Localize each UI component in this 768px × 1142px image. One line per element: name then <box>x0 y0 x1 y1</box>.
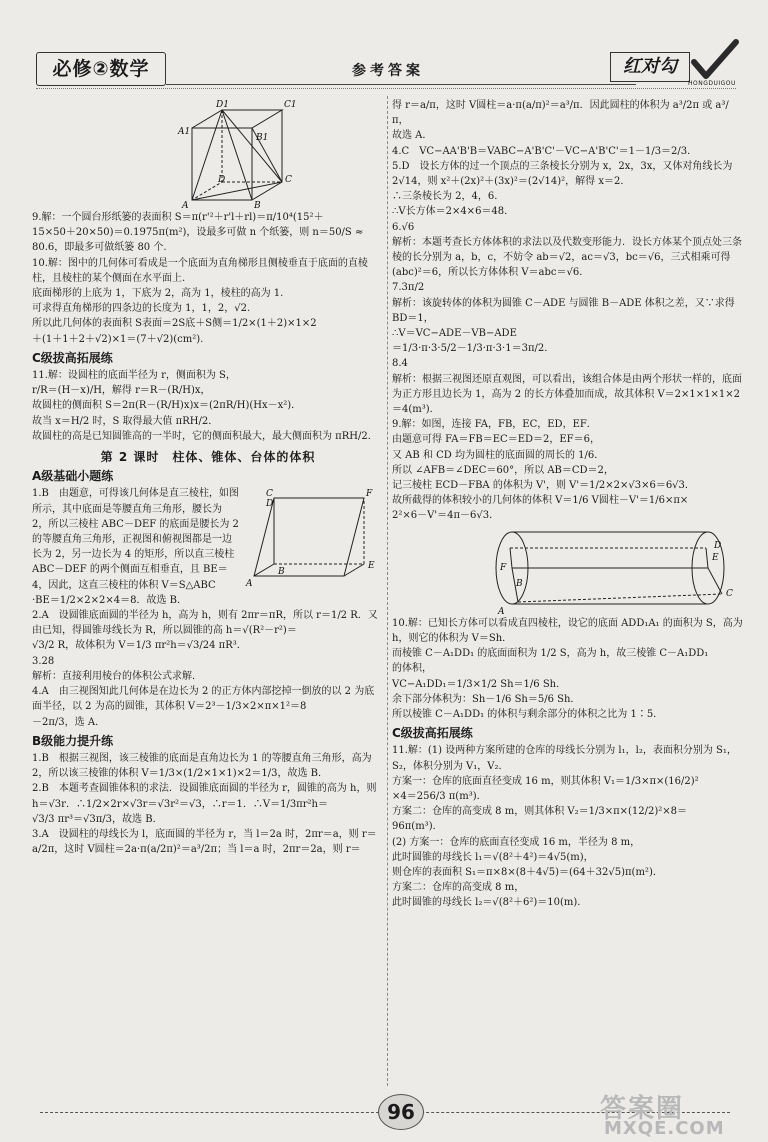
text-line: 1.B 根据三视图，该三棱锥的底面是直角边长为 1 的等腰直角三角形，高为 2，所以该三棱锥的体积 V＝1/3×(1/2×1×1)×2＝1/3，故选 B． <box>32 752 372 780</box>
fig3-label: F <box>500 562 507 573</box>
cube-figure <box>32 98 384 210</box>
page-header <box>28 38 740 90</box>
text-line: 而棱锥 C－A₁DD₁ 的底面面积为 1/2 S，高为 h，故三棱锥 C－A₁DD₁ <box>392 648 709 660</box>
text-line: 3.A 设圆柱的母线长为 l，底面圆的半径为 r，当 l＝2a 时，2πr＝a，则 r＝a/2π，这时 V圆柱＝2a·π(a/2π)²＝a³/2π；当 l＝a 时，2πr＝2a，则 r＝ <box>32 828 377 856</box>
text-line: ∴三条棱长为 2，4，6． <box>392 191 505 203</box>
text-line: 解析：该旋转体的体积为圆锥 C－ADE 与圆锥 B－ADE 体积之差，又∵求得 BD＝1， <box>392 297 735 324</box>
header-section-title: 参考答案 <box>352 63 424 79</box>
brand-subtitle: HONGDUIGOU <box>688 80 736 87</box>
text-line: 10.解：图中的几何体可看成是一个底面为直角梯形且侧棱垂直于底面的直棱柱，且棱柱的某个侧面在水平面上. <box>32 257 368 284</box>
text-line: ∴V＝VC−ADE－VB−ADE <box>392 328 517 340</box>
book-title: 必修②数学 <box>36 52 166 86</box>
prism-figure <box>244 486 384 590</box>
text-line: 所以 ∠AFB＝∠DEC＝60°，所以 AB＝CD＝2， <box>392 464 614 476</box>
page-number: 96 <box>378 1094 424 1130</box>
text-line: (abc)²＝6，所以长方体体积 V＝abc＝√6． <box>392 267 590 279</box>
text-line: 由题意可得 FA＝FB＝EC＝ED＝2，EF＝6， <box>392 434 600 446</box>
text-line: ＋(1＋1＋2＋√2)×1＝(7＋√2)(cm²). <box>32 333 204 345</box>
text-line: 故圆柱的侧面积 S＝2π(R－(R/H)x)x＝(2πR/H)(Hx－x²)． <box>32 400 302 412</box>
checkmark-icon <box>690 38 740 82</box>
text-line: 4.C VC−AA'B'B＝VABC−A'B'C'－VC−A'B'C'＝1－1/3＝2/3． <box>392 145 698 157</box>
lesson-title: 第 2 课时 柱体、锥体、台体的体积 <box>100 450 316 465</box>
text-line: 2.B 本题考查圆锥体积的求法．设圆锥底面圆的半径为 r，圆锥的高为 h，则 h＝√3r．∴1/2×2r×√3r＝√3r²＝√3，∴r＝1．∴V＝1/3πr²h＝ <box>32 783 377 810</box>
header-dotted-rule <box>36 88 736 89</box>
text-line: √3/3 πr³＝√3π/3，故选 B． <box>32 813 163 825</box>
fig1-label: A <box>182 201 189 210</box>
text-line: 故选 A． <box>392 130 433 142</box>
text-line: 5.D 设长方体的过一个顶点的三条棱长分别为 x，2x，3x，又体对角线长为 2√14，则 x²＋(2x)²＋(3x)²＝(2√14)²，解得 x＝2． <box>392 160 733 188</box>
text-line: 记三棱柱 ECD－FBA 的体积为 V'，则 V'＝1/2×2×√3×6＝6√3． <box>392 480 695 492</box>
section-heading-c-right: C级拔高拓展练 <box>392 726 473 741</box>
text-line: 方案一：仓库的底面直径变成 16 m，则其体积 V₁＝1/3×π×(16/2)² <box>392 775 699 787</box>
right-column <box>392 98 744 911</box>
fig3-label: A <box>498 606 505 616</box>
text-line: 所以此几何体的表面积 S表面＝2S底＋S侧＝1/2×(1＋2)×1×2 <box>32 318 317 330</box>
text-line: 2.A 设圆锥底面圆的半径为 h，高为 h，则有 2πr＝πR，所以 r＝1/2 R．又由已知，得圆锥母线长为 R，所以圆锥的高 h＝√(R²－r²)＝ <box>32 610 378 637</box>
text-line: 11.解：(1) 设两种方案所建的仓库的母线长分别为 l₁，l₂，表面积分别为 S₁，S₂，体积分别为 V₁，V₂． <box>392 745 737 772</box>
text-line: 得 r＝a/π，这时 V圆柱＝a·π(a/π)²＝a³/π．因此圆柱的体积为 a³/2π 或 a³/π， <box>392 100 729 127</box>
text-line: 则仓库的表面积 S₁＝π×8×(8＋4√5)＝(64＋32√5)π(m²)． <box>392 866 663 878</box>
text-line: 余下部分体积为：Sh－1/6 Sh＝5/6 Sh． <box>392 693 581 705</box>
text-line: 9.解：一个圆台形纸篓的表面积 S＝π(r'²＋r'l＋rl)＝π/10⁴(15²＋ <box>32 212 324 223</box>
fig3-label: C <box>726 588 733 599</box>
fig2-label: D <box>266 499 274 510</box>
text-line: 故圆柱的高是已知圆锥高的一半时，它的侧面积最大，最大侧面积为 πRH/2． <box>32 430 378 442</box>
left-column <box>32 98 384 857</box>
text-line: －2π/3，选 A． <box>32 716 106 728</box>
fig2-label: F <box>366 489 373 500</box>
fig1-label: D1 <box>216 100 229 110</box>
text-line: 96π(m³)． <box>392 821 443 833</box>
text-line: 底面梯形的上底为 1，下底为 2，高为 1，棱柱的高为 1. <box>32 288 284 300</box>
text-line: 11.解：设圆柱的底面半径为 r，侧面积为 S， <box>32 370 236 382</box>
watermark-logo: 答案圈 <box>600 1094 685 1124</box>
text-line: VC−A₁DD₁＝1/3×1/2 Sh＝1/6 Sh． <box>392 678 567 690</box>
text-line: 此时圆锥的母线长 l₁＝√(8²＋4²)＝4√5(m)， <box>392 851 594 863</box>
text-line: 2²×6－V'＝4π－6√3． <box>392 510 500 522</box>
text-line: 3.28 <box>32 655 55 667</box>
text-line: 1.B 由题意，可得该几何体是直三棱柱，如图所示，其中底面是等腰直角三角形，腰长为 2，所以三棱柱 ABC－DEF 的底面是腰长为 2 的等腰直角三角形，正视图和俯视图都是一边长为 2，另一边长为 4 的矩形，所以直三棱柱 ABC－DEF 的两个侧面互相垂直，且 BE＝4，因此，这直三棱柱的体积 V＝S△ABC <box>32 488 239 591</box>
text-line: ＝1/3·π·3·5/2－1/3·π·3·1＝3π/2． <box>392 343 555 355</box>
text-line: 4.A 由三视图知此几何体是在边长为 2 的正方体内部挖掉一倒放的以 2 为底面半径，以 2 为高的圆锥，其体积 V＝2³－1/3×2×π×1²＝8 <box>32 686 375 713</box>
text-line: 解析：本题考查长方体体积的求法以及代数变形能力．设长方体某个顶点处三条棱的长分别为 a，b，c，不妨令 ab＝√2，ac＝√3，bc＝√6，三式相乘可得 <box>392 236 742 264</box>
fig2-label: A <box>246 579 253 590</box>
text-line: 解析：直接利用棱台的体积公式求解． <box>32 670 202 682</box>
text-line: ∴V长方体＝2×4×6＝48． <box>392 206 515 218</box>
fig3-label: B <box>516 578 523 589</box>
text-line: 可求得直角梯形的四条边的长度为 1，1，2，√2. <box>32 303 251 315</box>
fig2-label: E <box>368 561 375 572</box>
text-line: 方案二：仓库的高变成 8 m， <box>392 882 525 894</box>
text-line: 6.√6 <box>392 221 415 233</box>
text-line: ·BE＝1/2×2×2×4＝8．故选 B． <box>32 594 188 606</box>
fig1-label: C <box>285 175 292 185</box>
cylinder-figure <box>392 524 744 616</box>
fig3-label: E <box>712 552 719 563</box>
text-line: 的体积， <box>392 663 432 675</box>
fig1-label: A1 <box>178 127 191 137</box>
text-line: 故当 x＝H/2 时，S 取得最大值 πRH/2． <box>32 415 219 427</box>
a-block <box>32 486 384 592</box>
fig2-label: C <box>266 489 273 500</box>
header-rule <box>166 84 636 85</box>
text-line: 解析：根据三视图还原直观图，可以看出，该组合体是由两个形状一样的，底面为正方形且边长为 1，高为 2 的长方体叠加而成，故其体积 V＝2×1×1×1×2＝4(m³)． <box>392 373 742 416</box>
text-line: 15×50＋20×50)＝0.1975π(m²)，设最多可做 n 个纸篓，则 n＝50/S ≈ <box>32 227 364 239</box>
text-line: 所以棱锥 C－A₁DD₁ 的体积与剩余部分的体积之比为 1∶5． <box>392 708 664 720</box>
text-line: r/R＝(H－x)/H，解得 r＝R－(R/H)x， <box>32 385 211 397</box>
text-line: √3/2 R，故体积为 V＝1/3 πr²h＝√3/24 πR³． <box>32 640 247 652</box>
text-line: 8.4 <box>392 358 408 370</box>
fig3-label: D <box>714 540 722 551</box>
brand-logo: 红对勾 <box>610 52 690 82</box>
fig1-label: B1 <box>256 133 269 143</box>
text-line: ×4＝256/3 π(m³)． <box>392 790 487 802</box>
fig1-label: D <box>218 175 226 185</box>
section-heading-c: C级拔高拓展练 <box>32 350 113 365</box>
text-line: 方案二：仓库的高变成 8 m，则其体积 V₂＝1/3×π×(12/2)²×8＝ <box>392 806 688 818</box>
fig2-label: B <box>278 567 285 578</box>
text-line: (2) 方案一：仓库的底面直径变成 16 m，半径为 8 m， <box>392 836 641 848</box>
text-line: 7.3π/2 <box>392 282 425 294</box>
text-line: 9.解：如图，连接 FA，FB，EC，ED，EF． <box>392 419 597 431</box>
section-heading-b: B级能力提升练 <box>32 733 114 748</box>
column-divider <box>387 96 388 1086</box>
text-line: 此时圆锥的母线长 l₂＝√(8²＋6²)＝10(m)． <box>392 897 588 909</box>
watermark-url: MXQE.COM <box>604 1118 725 1139</box>
section-heading-a: A级基础小题练 <box>32 469 114 484</box>
text-line: 10.解：已知长方体可以看成直四棱柱，设它的底面 ADD₁A₁ 的面积为 S，高为 h，则它的体积为 V＝Sh． <box>392 617 743 644</box>
text-line: 80.6，即最多可做纸篓 80 个. <box>32 242 167 254</box>
fig1-label: C1 <box>284 100 297 110</box>
text-line: 故所截得的体积较小的几何体的体积 V＝1/6 V圆柱－V'＝1/6×π× <box>392 495 689 507</box>
text-line: 又 AB 和 CD 均为圆柱的底面圆的周长的 1/6． <box>392 449 605 461</box>
fig1-label: B <box>254 201 261 210</box>
